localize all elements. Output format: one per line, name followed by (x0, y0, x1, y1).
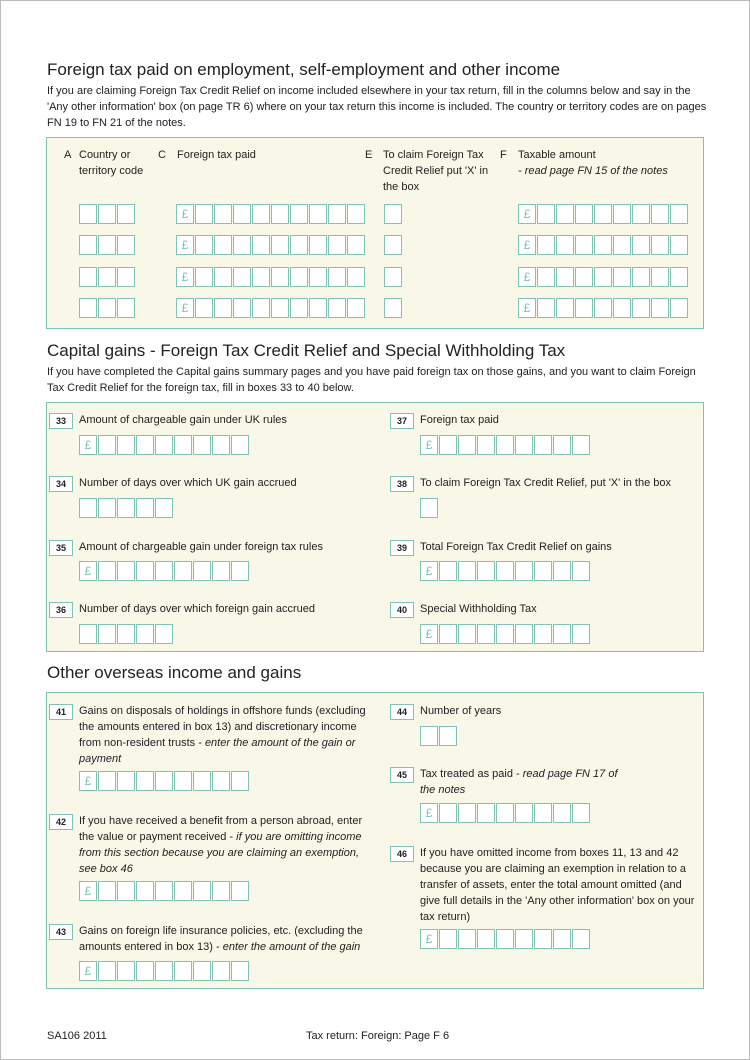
digit-box (174, 961, 192, 981)
country-code-input-row-1[interactable] (79, 204, 135, 224)
digit-box (553, 803, 571, 823)
digit-box (632, 267, 650, 287)
digit-box (496, 929, 514, 949)
digit-box (347, 235, 365, 255)
digit-box (117, 498, 135, 518)
digit-box (214, 204, 232, 224)
box-number-35: 35 (49, 540, 73, 556)
digit-box (537, 204, 555, 224)
digit-box (214, 267, 232, 287)
digit-box (347, 298, 365, 318)
taxable-amount-input-row-4[interactable] (518, 298, 688, 318)
pound-sign: £ (518, 298, 536, 318)
digit-box (632, 298, 650, 318)
digit-box (231, 771, 249, 791)
digit-box (534, 929, 552, 949)
digit-box (271, 204, 289, 224)
digit-box (537, 298, 555, 318)
claim-relief-checkbox-row-4[interactable] (384, 298, 402, 318)
digit-box (252, 298, 270, 318)
section-title-other-overseas: Other overseas income and gains (47, 663, 302, 682)
box-number-38: 38 (390, 476, 414, 492)
digit-box (477, 929, 495, 949)
digit-box (572, 929, 590, 949)
box-number-42: 42 (49, 814, 73, 830)
box-46-label: If you have omitted income from boxes 11, 13 and 42 because you are claiming an exemption in relation to a transfer of assets, enter the total amount omitted (and give full details in the 'Any other information' box on your tax return) (420, 847, 695, 923)
digit-box (79, 267, 97, 287)
pound-sign: £ (518, 235, 536, 255)
box-40-label: Special Withholding Tax (420, 603, 537, 615)
digit-box (117, 204, 135, 224)
taxable-amount-input-row-3[interactable] (518, 267, 688, 287)
digit-box (534, 624, 552, 644)
digit-box (553, 435, 571, 455)
digit-box (556, 204, 574, 224)
digit-box (309, 267, 327, 287)
pound-sign: £ (176, 267, 194, 287)
digit-box (193, 435, 211, 455)
digit-box (174, 435, 192, 455)
foreign-tax-paid-input-row-1[interactable] (176, 204, 365, 224)
digit-box (290, 235, 308, 255)
digit-box (155, 435, 173, 455)
digit-box (420, 726, 438, 746)
box-38-checkbox[interactable] (420, 498, 438, 518)
digit-box (515, 435, 533, 455)
digit-box (79, 624, 97, 644)
digit-box (439, 435, 457, 455)
digit-box (594, 267, 612, 287)
digit-box (233, 298, 251, 318)
digit-box (136, 561, 154, 581)
digit-box (271, 298, 289, 318)
digit-box (651, 235, 669, 255)
digit-box (515, 803, 533, 823)
box-45-note: read page FN 17 of the notes (420, 768, 618, 796)
box-number-46: 46 (390, 846, 414, 862)
digit-box (477, 803, 495, 823)
digit-box (496, 435, 514, 455)
box-number-33: 33 (49, 413, 73, 429)
box-43-input[interactable] (79, 961, 249, 981)
box-42-input[interactable] (79, 881, 249, 901)
pound-sign: £ (420, 435, 438, 455)
country-code-input-row-2[interactable] (79, 235, 135, 255)
pound-sign: £ (79, 881, 97, 901)
digit-box (271, 235, 289, 255)
digit-box (136, 624, 154, 644)
digit-box (309, 298, 327, 318)
digit-box (271, 267, 289, 287)
digit-box (117, 235, 135, 255)
digit-box (193, 561, 211, 581)
box-number-44: 44 (390, 704, 414, 720)
digit-box (233, 267, 251, 287)
footer-form-code: SA106 2011 (47, 1030, 107, 1042)
digit-box (594, 298, 612, 318)
digit-box (651, 298, 669, 318)
digit-box (651, 267, 669, 287)
digit-box (477, 561, 495, 581)
digit-box (214, 298, 232, 318)
digit-box (439, 929, 457, 949)
digit-box (572, 624, 590, 644)
digit-box (290, 298, 308, 318)
pound-sign: £ (518, 267, 536, 287)
box-38-label: To claim Foreign Tax Credit Relief, put 'X' in the box (420, 477, 672, 489)
digit-box (347, 204, 365, 224)
digit-box (439, 561, 457, 581)
box-44-label: Number of years (420, 705, 502, 717)
digit-box (98, 204, 116, 224)
digit-box (384, 235, 402, 255)
box-36-input[interactable] (79, 624, 173, 644)
pound-sign: £ (518, 204, 536, 224)
digit-box (98, 771, 116, 791)
digit-box (347, 267, 365, 287)
taxable-amount-input-row-1[interactable] (518, 204, 688, 224)
pound-sign: £ (79, 771, 97, 791)
box-33-input[interactable] (79, 435, 249, 455)
col-a-label: Country or territory code (79, 149, 144, 177)
digit-box (117, 881, 135, 901)
pound-sign: £ (79, 435, 97, 455)
digit-box (594, 235, 612, 255)
digit-box (155, 881, 173, 901)
other-overseas-panel (46, 692, 704, 989)
col-f-letter: F (500, 149, 507, 161)
pound-sign: £ (420, 561, 438, 581)
digit-box (193, 961, 211, 981)
digit-box (136, 881, 154, 901)
digit-box (174, 881, 192, 901)
digit-box (79, 204, 97, 224)
pound-sign: £ (79, 561, 97, 581)
digit-box (534, 561, 552, 581)
digit-box (252, 204, 270, 224)
col-c-label: Foreign tax paid (177, 149, 256, 161)
box-43-label (79, 923, 369, 955)
box-42-note: if you are omitting income from this section because you are claiming an exemption, see box 46 (79, 831, 362, 875)
pound-sign: £ (176, 204, 194, 224)
claim-relief-checkbox-row-1[interactable] (384, 204, 402, 224)
box-35-input[interactable] (79, 561, 249, 581)
box-number-43: 43 (49, 924, 73, 940)
box-number-40: 40 (390, 602, 414, 618)
digit-box (477, 624, 495, 644)
digit-box (458, 561, 476, 581)
digit-box (534, 435, 552, 455)
digit-box (328, 267, 346, 287)
digit-box (212, 435, 230, 455)
digit-box (136, 435, 154, 455)
digit-box (117, 771, 135, 791)
pound-sign: £ (420, 929, 438, 949)
col-f-note: - read page FN 15 of the notes (518, 165, 668, 177)
foreign-tax-paid-input-row-2[interactable] (176, 235, 365, 255)
digit-box (117, 435, 135, 455)
foreign-tax-paid-input-row-3[interactable] (176, 267, 365, 287)
digit-box (556, 298, 574, 318)
box-34-label: Number of days over which UK gain accrued (79, 477, 297, 489)
digit-box (231, 881, 249, 901)
foreign-tax-panel (46, 137, 704, 329)
digit-box (515, 929, 533, 949)
digit-box (458, 803, 476, 823)
box-35-label: Amount of chargeable gain under foreign tax rules (79, 541, 323, 553)
box-33-label: Amount of chargeable gain under UK rules (79, 414, 287, 426)
pound-sign: £ (79, 961, 97, 981)
col-f-label-text: Taxable amount (518, 149, 596, 161)
digit-box (670, 267, 688, 287)
digit-box (212, 771, 230, 791)
digit-box (556, 267, 574, 287)
digit-box (98, 498, 116, 518)
box-40-input[interactable] (420, 624, 590, 644)
digit-box (632, 235, 650, 255)
digit-box (575, 267, 593, 287)
box-44-input[interactable] (420, 726, 457, 746)
digit-box (670, 235, 688, 255)
section-title-capital-gains: Capital gains - Foreign Tax Credit Relief and Special Withholding Tax (47, 341, 566, 360)
digit-box (594, 204, 612, 224)
digit-box (155, 498, 173, 518)
digit-box (670, 298, 688, 318)
digit-box (212, 961, 230, 981)
digit-box (515, 561, 533, 581)
digit-box (117, 267, 135, 287)
digit-box (613, 204, 631, 224)
digit-box (439, 726, 457, 746)
footer-page-label: Tax return: Foreign: Page F 6 (306, 1030, 450, 1042)
section-intro-capital-gains: If you have completed the Capital gains summary pages and you have paid foreign tax on those gains, and you want to claim Foreign Tax Credit Relief for the foreign tax, fill in boxes 33 to 40 below. (47, 366, 696, 394)
digit-box (458, 929, 476, 949)
pound-sign: £ (420, 624, 438, 644)
digit-box (155, 961, 173, 981)
digit-box (309, 204, 327, 224)
digit-box (537, 267, 555, 287)
box-37-input[interactable] (420, 435, 590, 455)
digit-box (136, 498, 154, 518)
digit-box (534, 803, 552, 823)
capital-gains-panel (46, 402, 704, 652)
digit-box (117, 961, 135, 981)
box-34-input[interactable] (79, 498, 173, 518)
digit-box (537, 235, 555, 255)
digit-box (195, 204, 213, 224)
box-45-input[interactable] (420, 803, 590, 823)
digit-box (214, 235, 232, 255)
intro-text: If you are claiming Foreign Tax Credit Relief on income included elsewhere in your tax return, fill in the columns below and say in the 'Any other information' box (on page TR 6) where on your tax return this income is included. The country or territory codes are on pages FN 19 to FN 21 of the notes. (47, 85, 707, 129)
country-code-input-row-3[interactable] (79, 267, 135, 287)
digit-box (98, 267, 116, 287)
box-41-label (79, 703, 369, 767)
digit-box (98, 235, 116, 255)
box-43-note: enter the amount of the gain (222, 941, 361, 953)
digit-box (193, 771, 211, 791)
box-45-label-text: Tax treated as paid - (420, 768, 520, 780)
box-37-label: Foreign tax paid (420, 414, 499, 426)
country-code-input-row-4[interactable] (79, 298, 135, 318)
digit-box (98, 435, 116, 455)
taxable-amount-input-row-2[interactable] (518, 235, 688, 255)
digit-box (98, 298, 116, 318)
digit-box (117, 624, 135, 644)
digit-box (515, 624, 533, 644)
pound-sign: £ (176, 298, 194, 318)
box-number-45: 45 (390, 767, 414, 783)
digit-box (575, 204, 593, 224)
digit-box (195, 298, 213, 318)
digit-box (136, 771, 154, 791)
box-42-label-text: If you have received a benefit from a person abroad, enter the value or payment received - (79, 815, 363, 843)
digit-box (79, 298, 97, 318)
digit-box (632, 204, 650, 224)
digit-box (98, 561, 116, 581)
box-number-41: 41 (49, 704, 73, 720)
digit-box (117, 561, 135, 581)
box-39-label: Total Foreign Tax Credit Relief on gains (420, 541, 612, 553)
digit-box (195, 267, 213, 287)
digit-box (328, 235, 346, 255)
box-45-label (420, 766, 620, 798)
digit-box (458, 435, 476, 455)
col-e-label: To claim Foreign Tax Credit Relief put 'X' in the box (383, 149, 489, 193)
digit-box (309, 235, 327, 255)
digit-box (174, 561, 192, 581)
digit-box (98, 881, 116, 901)
box-number-36: 36 (49, 602, 73, 618)
digit-box (572, 803, 590, 823)
digit-box (290, 204, 308, 224)
digit-box (233, 235, 251, 255)
box-number-34: 34 (49, 476, 73, 492)
digit-box (651, 204, 669, 224)
digit-box (496, 561, 514, 581)
digit-box (384, 204, 402, 224)
digit-box (155, 771, 173, 791)
digit-box (477, 435, 495, 455)
pound-sign: £ (176, 235, 194, 255)
digit-box (439, 624, 457, 644)
digit-box (252, 235, 270, 255)
digit-box (556, 235, 574, 255)
digit-box (136, 961, 154, 981)
claim-relief-checkbox-row-3[interactable] (384, 267, 402, 287)
digit-box (384, 267, 402, 287)
digit-box (613, 235, 631, 255)
digit-box (174, 771, 192, 791)
digit-box (572, 561, 590, 581)
box-36-label: Number of days over which foreign gain accrued (79, 603, 316, 615)
col-e-letter: E (365, 149, 373, 161)
claim-relief-checkbox-row-2[interactable] (384, 235, 402, 255)
box-41-label-text: Gains on disposals of holdings in offshore funds (excluding the amounts entered in box 13) and discretionary income from non-resident trusts - (79, 705, 366, 749)
digit-box (553, 624, 571, 644)
digit-box (212, 881, 230, 901)
digit-box (98, 961, 116, 981)
box-43-label-text: Gains on foreign life insurance policies, etc. (excluding the amounts entered in box 13) - (79, 925, 363, 953)
digit-box (420, 498, 438, 518)
digit-box (439, 803, 457, 823)
digit-box (328, 204, 346, 224)
digit-box (613, 298, 631, 318)
digit-box (155, 561, 173, 581)
box-39-input[interactable] (420, 561, 590, 581)
digit-box (231, 435, 249, 455)
section-title-foreign-tax: Foreign tax paid on employment, self-employment and other income (47, 60, 561, 79)
box-41-input[interactable] (79, 771, 249, 791)
digit-box (79, 235, 97, 255)
digit-box (575, 298, 593, 318)
digit-box (496, 803, 514, 823)
digit-box (231, 961, 249, 981)
digit-box (252, 267, 270, 287)
digit-box (233, 204, 251, 224)
digit-box (553, 929, 571, 949)
col-a-letter: A (64, 149, 72, 161)
digit-box (231, 561, 249, 581)
digit-box (572, 435, 590, 455)
digit-box (613, 267, 631, 287)
box-41-note: enter the amount of the gain or payment (79, 737, 356, 765)
digit-box (384, 298, 402, 318)
digit-box (290, 267, 308, 287)
col-c-letter: C (158, 149, 166, 161)
box-46-input[interactable] (420, 929, 590, 949)
pound-sign: £ (420, 803, 438, 823)
digit-box (79, 498, 97, 518)
digit-box (328, 298, 346, 318)
box-number-37: 37 (390, 413, 414, 429)
digit-box (496, 624, 514, 644)
digit-box (155, 624, 173, 644)
digit-box (98, 624, 116, 644)
digit-box (458, 624, 476, 644)
col-f-label (518, 147, 698, 179)
digit-box (193, 881, 211, 901)
digit-box (670, 204, 688, 224)
digit-box (553, 561, 571, 581)
section-intro-foreign-tax (47, 83, 707, 131)
foreign-tax-paid-input-row-4[interactable] (176, 298, 365, 318)
box-42-label (79, 813, 369, 877)
digit-box (195, 235, 213, 255)
digit-box (212, 561, 230, 581)
digit-box (117, 298, 135, 318)
box-number-39: 39 (390, 540, 414, 556)
digit-box (575, 235, 593, 255)
